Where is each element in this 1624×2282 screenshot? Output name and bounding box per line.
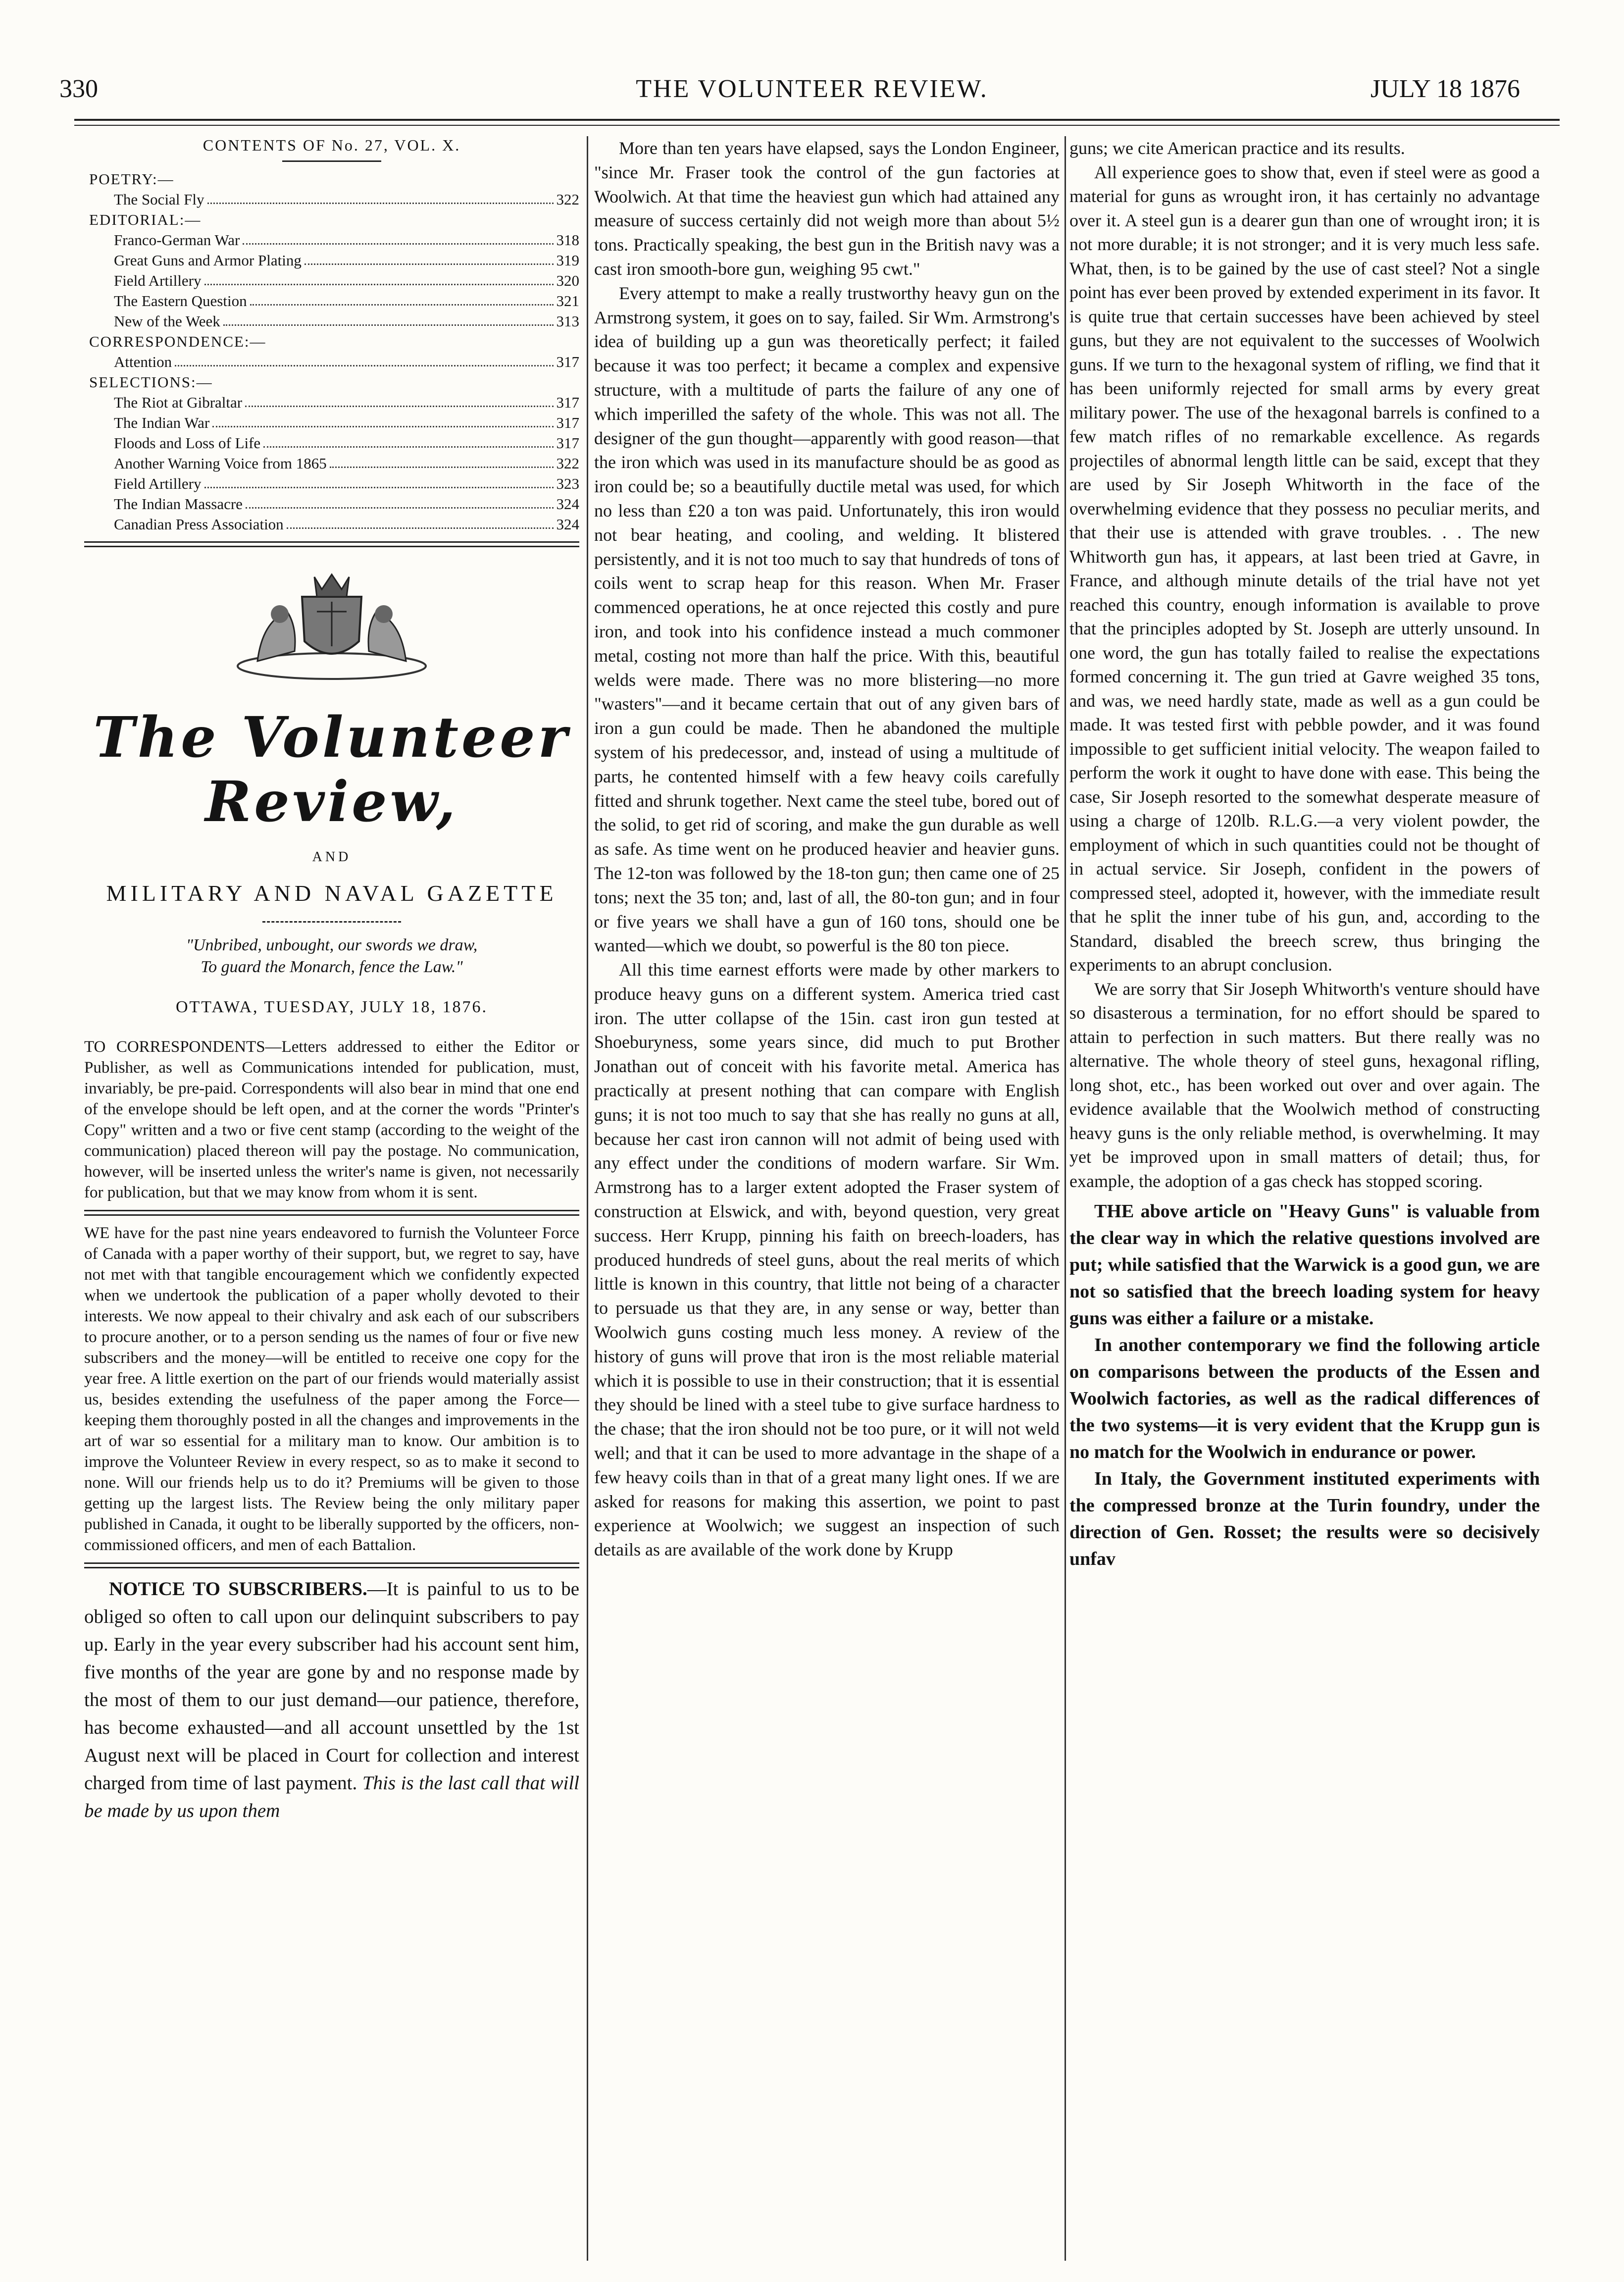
toc-entry-title: Another Warning Voice from 1865 (114, 455, 327, 472)
toc-entry (114, 311, 579, 331)
toc-entry-title: Attention (114, 353, 172, 370)
toc-entry-title: Franco-German War (114, 231, 240, 249)
toc-entry-page: 323 (556, 475, 579, 492)
toc-leader-dots (204, 270, 554, 285)
motto-line-1: "Unbribed, unbought, our swords we draw, (186, 936, 478, 954)
middle-column (594, 136, 1060, 2266)
masthead-subtitle: MILITARY AND NAVAL GAZETTE (106, 881, 558, 906)
toc-entry (114, 352, 579, 372)
dateline: OTTAWA, TUESDAY, JULY 18, 1876. (175, 998, 488, 1016)
toc-entry-title: The Social Fly (114, 191, 204, 208)
toc-entry-page: 321 (556, 292, 579, 310)
toc-entry-page: 322 (556, 455, 579, 472)
toc-entry (114, 270, 579, 291)
notice-italic: This is the last call that will be made by us upon them (84, 1772, 579, 1821)
toc-entry-page: 317 (556, 414, 579, 431)
toc-leader-dots (204, 473, 554, 488)
motto-line-2: To guard the Monarch, fence the Law." (201, 958, 463, 976)
toc-leader-dots (245, 392, 553, 407)
left-column (84, 136, 579, 2266)
toc-entry-page: 313 (556, 312, 579, 330)
table-of-contents (84, 169, 579, 534)
contents-rule (282, 160, 381, 162)
toc-entry-page: 317 (556, 353, 579, 370)
toc-entry-title: The Indian Massacre (114, 495, 243, 513)
article-paragraph: All this time earnest efforts were made by other markers to produce heavy guns on a different system. America tried cast iron. The utter collapse of the 15in. cast iron gun tested at Shoeburyness, some years since, did much to put Brother Jonathan out of conceit with his favorite metal. America has practically at present nothing that can compare with English guns; it is not too much to say that she has really no guns at all, because her cast iron cannon will not admit of being used with any effect under the conditions of modern warfare. Sir Wm. Armstrong has to a larger extent adopted the Fraser system of construction at Elswick, and with, beyond question, very great success. Herr Krupp, pinning his faith on breech-loaders, has produced hundreds of steel guns, about the real merits of which little is known in this country, that little not being of a character to persuade us that they are, in any sense or way, better than Woolwich guns costing much less money. A review of the history of guns will prove that iron is the most reliable material which it is possible to use in their construction; that it is essential they should be lined with a steel tube to give surface hardness to the chase; that the iron should not be too pure, or it will not weld well; and that it can be used to more advantage in the shape of a few heavy coils than in that of a great many light ones. If we are asked for reasons for making this assertion, we point to past experience at Woolwich; we suggest an inspection of such details as are available of the work done by Krupp (594, 960, 1060, 1560)
editorial-paragraph: In Italy, the Government instituted experiments with the compressed bronze at the Turin foundry, under the direction of Gen. Rosset; the results were so decisively unfav (1069, 1468, 1540, 1569)
toc-entry-title: New of the Week (114, 312, 220, 330)
toc-entry (114, 250, 579, 270)
toc-section-heading: SELECTIONS:— (89, 373, 213, 391)
toc-leader-dots (223, 311, 554, 326)
toc-leader-dots (287, 514, 554, 529)
toc-leader-dots (243, 230, 553, 245)
header-rule (74, 119, 1560, 121)
toc-entry-title: Floods and Loss of Life (114, 434, 261, 452)
toc-entry-title: Great Guns and Armor Plating (114, 252, 302, 269)
motto (84, 934, 579, 978)
article-paragraph: guns; we cite American practice and its results. (1069, 138, 1405, 158)
royal-crest-icon (228, 567, 436, 691)
toc-entry-title: Field Artillery (114, 475, 202, 492)
article-paragraph: All experience goes to show that, even if steel were as good a material for guns as wrought iron, it has certainly no advantage over it. A steel gun is a dearer gun than one of wrought iron; it is not more durable; it is not stronger; and it is very much less safe. What, then, is to be gained by the use of cast steel? Not a single point has ever been proved by extended experiment in its favor. It is quite true that certain successes have been achieved by steel guns, but they are not equivalent to the successes of Woolwich guns. If we turn to the hexagonal system of rifling, we find that it has been uniformly rejected for small arms by every great military power. The use of the hexagonal barrels is confined to a few match rifles of no remarkable excellence. As regards projectiles of abnormal length little can be said, except that they are used by Sir Joseph Whitworth in the face of the overwhelming evidence that they possess no peculiar merits, and that their use is attended with grave troubles. . . The new Whitworth gun has, it appears, at last been tried at Gavre, in France, and although minute details of the trial have not yet reached this country, enough information is available to prove that the principles adopted by St. Joseph are utterly unsound. In one word, the gun has totally failed to realise the expectations formed concerning it. The gun tried at Gavre weighed 35 tons, and was, we need hardly state, made as well as a gun could be made. It was tested first with pebble powder, and it was found impossible to get sufficient initial velocity. The weapon failed to perform the work it ought to have done with ease. This being the case, Sir Joseph resorted to the somewhat desperate measure of using a charge of 120lb. R.L.G.—a very violent powder, the employment of which in such quantities could not be thought of in actual service. Sir Joseph, confident in the powers of compressed steel, adopted it, however, with the immediate result that he split the inner tube of his gun, and, according to the Standard, disabled the breech screw, thus bringing the experiments to an abrupt conclusion. (1069, 162, 1540, 975)
toc-entry-page: 324 (556, 495, 579, 513)
article-paragraph: Every attempt to make a really trustworthy heavy gun on the Armstrong system, it goes on to say, failed. Sir Wm. Armstrong's idea of building up a gun was theoretically perfect; it failed because it was too perfect; it became a complex and expensive structure, with a multitude of parts the failure of any one of which imperilled the safety of the whole. This was not all. The designer of the gun thought—apparently with good reason—that the iron which was used in its manufacture should be as good as iron could be; so a beautifully ductile metal was used, for which no less than £20 a ton was paid. Unfortunately, this iron would not bear heating, and cooling, and welding. It blistered persistently, and it is not too much to say that hundreds of tons of coils went to scrap heap for this reason. When Mr. Fraser commenced operations, he at once rejected this costly and pure iron, and took into his confidence instead a much commoner metal, costing not more than half the price. With this, beautiful welds were made. There was no more blistering—no more "wasters"—and it became certain that out of any given bars of iron a gun could be made. Then he abandoned the multiple system of his predecessor, and, instead of using a multitude of parts, he contented himself with a few heavy coils carefully fitted and shrunk together. Next came the steel tube, bored out of the solid, to get rid of scoring, and make the gun durable as well as safe. As time went on he produced heavier and heavier guns. The 12-ton was followed by the 18-ton gun; then came one of 25 tons; next the 35 ton; and, last of all, the 80-ton gun; and in four or five years we shall have a gun of 160 tons, should one be wanted—which we doubt, so powerful is the 80 ton piece. (594, 283, 1060, 956)
toc-entry (114, 230, 579, 250)
masthead-and: AND (312, 849, 352, 865)
article-paragraph: More than ten years have elapsed, says the London Engineer, "since Mr. Fraser took the control of the gun factories at Woolwich. At that time the heaviest gun which had attained any measure of success certainly did not weigh more than about 5½ tons. Practically speaking, the best gun in the British navy was a cast iron smooth-bore gun, weighing 95 cwt." (594, 138, 1060, 279)
toc-entry-page: 318 (556, 231, 579, 249)
editorial-comment: THE above article on "Heavy Guns" is valuable from the clear way in which the relative questions involved are put; while satisfied that the Warwick is a good gun, we are not so satisfied that the breech loading system for heavy guns was either a failure or a mistake. (1069, 1201, 1540, 1329)
toc-leader-dots (212, 413, 553, 427)
toc-entry (114, 514, 579, 534)
toc-entry-page: 322 (556, 191, 579, 208)
toc-entry (114, 494, 579, 514)
column-divider (1065, 136, 1066, 2261)
toc-section-heading: CORRESPONDENCE:— (89, 333, 266, 350)
masthead-title: The Volunteer Review, (93, 705, 570, 834)
toc-section-heading: EDITORIAL:— (89, 211, 202, 228)
page-number: 330 (59, 75, 98, 103)
toc-leader-dots (330, 453, 554, 468)
toc-leader-dots (175, 352, 553, 366)
notice-text: —It is painful to us to be obliged so often to call upon our delinquint subscribers to pay up. Early in the year every subscriber had his account sent him, five months of the year are gone by and no response made by the most of them to our just demand—our patience, therefore, has become exhausted—and all account unsettled by the 1st August next will be placed in Court for collection and interest charged from time of last payment. (84, 1578, 579, 1794)
toc-entry-page: 317 (556, 394, 579, 411)
contents-title: CONTENTS OF No. 27, VOL. X. (203, 136, 461, 154)
toc-entry-title: Canadian Press Association (114, 516, 284, 533)
toc-entry-page: 324 (556, 516, 579, 533)
toc-entry-title: Field Artillery (114, 272, 202, 289)
toc-entry-title: The Eastern Question (114, 292, 247, 310)
notice-to-subscribers (84, 1575, 579, 1825)
toc-entry-page: 317 (556, 434, 579, 452)
editorial-paragraph: In another contemporary we find the following article on comparisons between the products of the Essen and Woolwich factories, as well as the radical differences of the two systems—it is very evident that the Krupp gun is no match for the Woolwich in endurance or power. (1069, 1335, 1540, 1462)
toc-entry (114, 413, 579, 433)
header-date: JULY 18 1876 (1370, 75, 1520, 103)
toc-entry-page: 319 (556, 252, 579, 269)
right-column (1069, 136, 1540, 2266)
header-rule-thin (74, 125, 1560, 126)
notice-heading: NOTICE TO SUBSCRIBERS. (109, 1578, 367, 1600)
masthead-rule (262, 921, 401, 923)
article-paragraph: We are sorry that Sir Joseph Whitworth's venture should have so disasterous a termination, for no effort should be spared to attain to perfection in such matters. But there really was no alternative. The whole theory of steel guns, hexagonal rifling, long shot, etc., has been worked out over and over again. The evidence available that the Woolwich method of constructing heavy guns is the only reliable method, is overwhelming. It may yet be improved upon in small matters of detail; thus, for example, the adoption of a gas check has stopped scoring. (1069, 979, 1540, 1191)
correspondents-notice: TO CORRESPONDENTS—Letters addressed to either the Editor or Publisher, as well as Communications intended for publication, must, invariably, be pre-paid. Correspondents will also bear in mind that one end of the envelope should be left open, and at the corner the words "Printer's Copy" written and a two or five cent stamp (according to the weight of the communication) placed thereon will pay the postage. No communication, however, will be inserted unless the writer's name is given, not necessarily for publication, but that we may know from whom it is sent. (84, 1038, 579, 1201)
toc-leader-dots (250, 291, 554, 306)
toc-entry-page: 320 (556, 272, 579, 289)
toc-leader-dots (246, 494, 554, 509)
toc-entry (114, 291, 579, 311)
toc-leader-dots (304, 250, 554, 265)
toc-leader-dots (263, 433, 553, 448)
toc-entry (114, 189, 579, 209)
toc-entry (114, 392, 579, 413)
toc-entry (114, 433, 579, 453)
toc-entry-title: The Riot at Gibraltar (114, 394, 243, 411)
column-divider (587, 136, 588, 2261)
toc-leader-dots (207, 189, 554, 204)
subscriber-appeal: WE have for the past nine years endeavored to furnish the Volunteer Force of Canada with a paper worthy of their support, but, we regret to say, have not met with that tangible encouragement which we confidently expected when we undertook the publication of a paper wholly devoted to their interests. We now appeal to their chivalry and ask each of our subscribers to procure another, or to a person sending us the names of four or five new subscribers and the money—will be entitled to receive one copy for the year free. A little exertion on the part of our friends would materially assist us, besides extending the usefulness of the paper among the Force—keeping them thoroughly posted in all the changes and improvements in the art of war so essential for a military man to know. Our ambition is to improve the Volunteer Review in every respect, so as to make it second to none. Will our friends help us to do it? Premiums will be given to those getting up the largest lists. The Review being the only military paper published in Canada, it ought to be liberally supported by the officers, non-commissioned officers, and men of each Battalion. (84, 1224, 579, 1554)
section-divider (84, 1210, 579, 1216)
toc-entry (114, 453, 579, 473)
section-divider (84, 1562, 579, 1568)
toc-entry-title: The Indian War (114, 414, 210, 431)
section-divider (84, 541, 579, 547)
toc-entry (114, 473, 579, 494)
toc-section-heading: POETRY:— (89, 170, 174, 188)
page-title: THE VOLUNTEER REVIEW. (636, 75, 988, 103)
